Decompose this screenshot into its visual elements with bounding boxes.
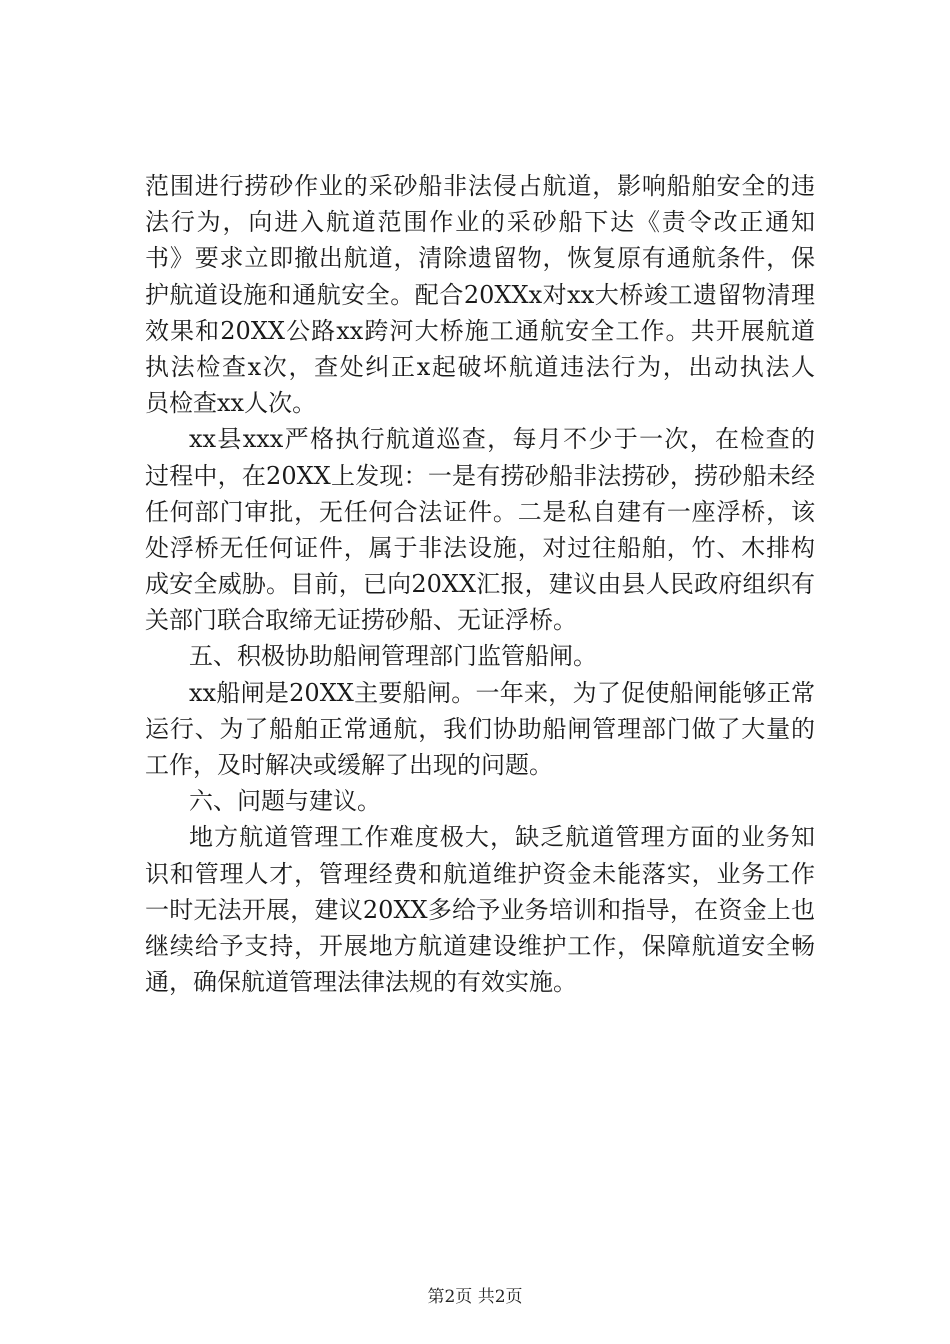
text-line: 成安全威胁。目前，已向20XX汇报，建议由县人民政府组织有: [145, 570, 815, 599]
text-line: xx县xxx严格执行航道巡查，每月不少于一次，在检查的: [189, 425, 815, 454]
section-heading: 五、积极协助船闸管理部门监管船闸。: [189, 642, 597, 671]
text-line: 运行、为了船舶正常通航，我们协助船闸管理部门做了大量的: [145, 714, 815, 743]
text-line: xx船闸是20XX主要船闸。一年来，为了促使船闸能够正常: [189, 678, 815, 707]
text-line: 工作，及时解决或缓解了出现的问题。: [145, 751, 553, 779]
text-line: 过程中，在20XX上发现：一是有捞砂船非法捞砂，捞砂船未经: [145, 461, 815, 490]
section-heading: 六、问题与建议。: [189, 787, 381, 816]
text-line: 范围进行捞砂作业的采砂船非法侵占航道，影响船舶安全的违: [145, 172, 815, 200]
text-line: 处浮桥无任何证件，属于非法设施，对过往船舶，竹、木排构: [145, 533, 815, 562]
text-line: 一时无法开展，建议20XX多给予业务培训和指导，在资金上也: [145, 895, 815, 924]
text-line: 识和管理人才，管理经费和航道维护资金未能落实，业务工作: [145, 859, 815, 888]
text-line: 书》要求立即撤出航道，清除遗留物，恢复原有通航条件，保: [145, 244, 815, 273]
text-line: 继续给予支持，开展地方航道建设维护工作，保障航道安全畅: [145, 931, 815, 960]
text-line: 员检查xx人次。: [145, 389, 317, 418]
text-line: 任何部门审批，无任何合法证件。二是私自建有一座浮桥，该: [145, 497, 815, 526]
text-line: 关部门联合取缔无证捞砂船、无证浮桥。: [145, 606, 577, 635]
text-line: 效果和20XX公路xx跨河大桥施工通航安全工作。共开展航道: [145, 316, 815, 345]
text-line: 护航道设施和通航安全。配合20XXx对xx大桥竣工遗留物清理: [145, 280, 815, 309]
document-body: [145, 168, 815, 1000]
text-line: 通，确保航道管理法律法规的有效实施。: [145, 968, 577, 997]
text-line: 法行为，向进入航道范围作业的采砂船下达《责令改正通知: [145, 208, 815, 237]
page-number-footer: 第2页 共2页: [427, 1287, 523, 1307]
text-line: 地方航道管理工作难度极大，缺乏航道管理方面的业务知: [189, 823, 815, 852]
text-line: 执法检查x次，查处纠正x起破坏航道违法行为，出动执法人: [145, 352, 815, 381]
